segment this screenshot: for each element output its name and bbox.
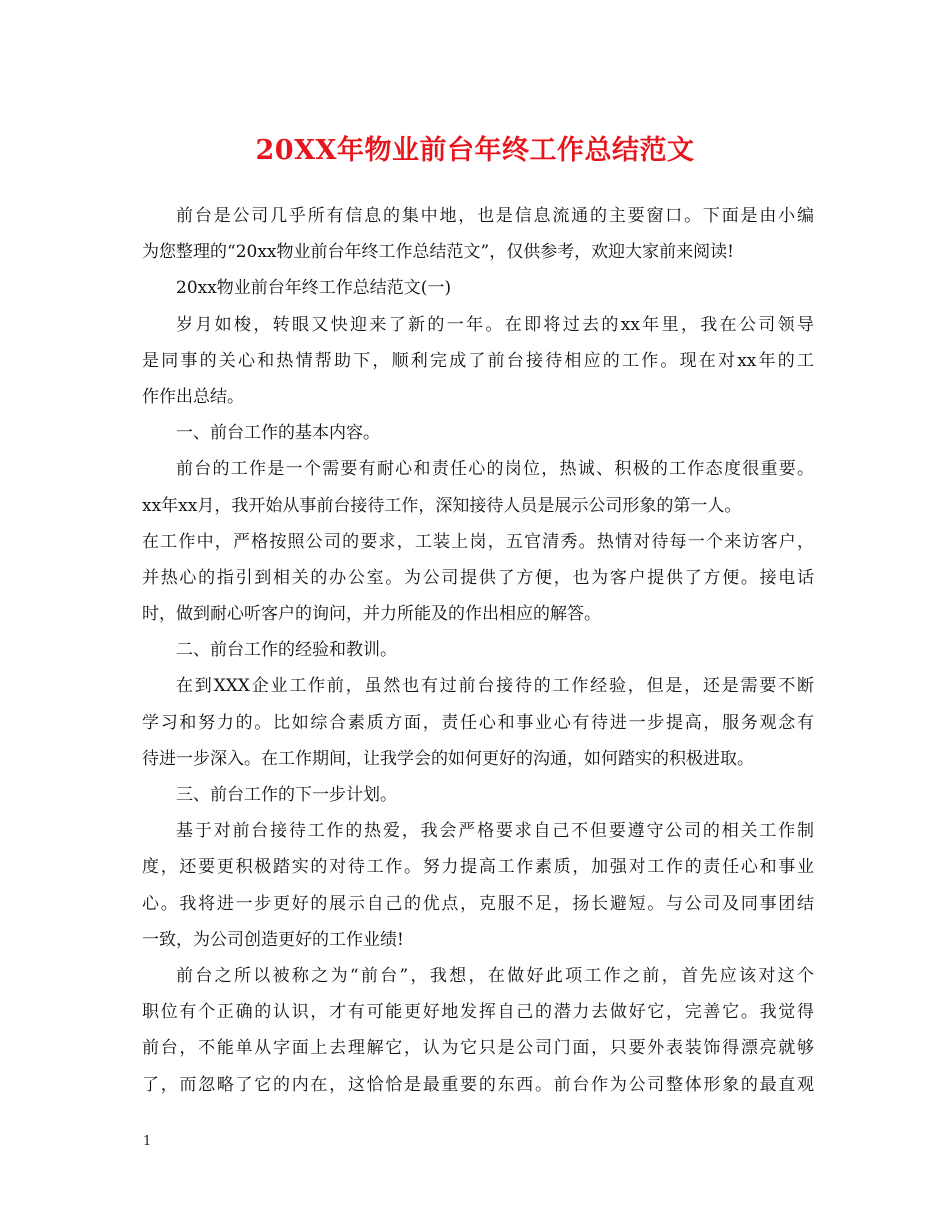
section-heading: 20xx物业前台年终工作总结范文(一) (176, 278, 452, 299)
paragraph-line: 时，做到耐心听客户的询问，并力所能及的作出相应的解答。 (142, 604, 601, 625)
paragraph-line: 了，而忽略了它的内在，这恰恰是最重要的东西。前台作为公司整体形象的最直观 (142, 1074, 814, 1095)
section-heading: 一、前台工作的基本内容。 (176, 423, 380, 444)
paragraph-line: 并热心的指引到相关的办公室。为公司提供了方便，也为客户提供了方便。接电话 (142, 567, 814, 588)
paragraph-line: 度，还要更积极踏实的对待工作。努力提高工作素质，加强对工作的责任心和事业 (142, 857, 814, 878)
document-title: 20XX年物业前台年终工作总结范文 (255, 135, 695, 166)
paragraph-line: 前台，不能单从字面上去理解它，认为它只是公司门面，只要外表装饰得漂亮就够 (142, 1038, 814, 1059)
paragraph-line: 一致，为公司创造更好的工作业绩! (142, 929, 404, 950)
paragraph-line: 为您整理的“20xx物业前台年终工作总结范文”，仅供参考，欢迎大家前来阅读! (142, 242, 735, 263)
paragraph-line: 待进一步深入。在工作期间，让我学会的如何更好的沟通，如何踏实的积极进取。 (142, 748, 754, 769)
paragraph-line: 在工作中，严格按照公司的要求，工装上岗，五官清秀。热情对待每一个来访客户， (142, 531, 814, 552)
paragraph-line: 在到XXX企业工作前，虽然也有过前台接待的工作经验，但是，还是需要不断 (176, 676, 814, 697)
page-number: 1 (143, 1134, 152, 1149)
paragraph-line: 前台之所以被称之为“前台”，我想，在做好此项工作之前，首先应该对这个 (176, 965, 814, 986)
document-body (142, 198, 814, 1103)
paragraph-line: 前台是公司几乎所有信息的集中地，也是信息流通的主要窗口。下面是由小编 (176, 206, 814, 226)
section-heading: 三、前台工作的下一步计划。 (176, 785, 397, 805)
paragraph-line: 学习和努力的。比如综合素质方面，责任心和事业心有待进一步提高，服务观念有 (142, 712, 814, 733)
paragraph-line: 基于对前台接待工作的热爱，我会严格要求自己不但要遵守公司的相关工作制 (176, 821, 814, 842)
paragraph-line: 心。我将进一步更好的展示自己的优点，克服不足，扬长避短。与公司及同事团结 (142, 893, 814, 914)
paragraph-line: 前台的工作是一个需要有耐心和责任心的岗位，热诚、积极的工作态度很重要。 (176, 459, 814, 480)
section-heading: 二、前台工作的经验和教训。 (176, 640, 397, 661)
paragraph-line: 岁月如梭，转眼又快迎来了新的一年。在即将过去的xx年里，我在公司领导 (176, 314, 814, 335)
paragraph-line: 职位有个正确的认识，才有可能更好地发挥自己的潜力去做好它，完善它。我觉得 (142, 1002, 814, 1023)
paragraph-line: xx年xx月，我开始从事前台接待工作，深知接待人员是展示公司形象的第一人。 (142, 495, 742, 516)
paragraph-line: 是同事的关心和热情帮助下，顺利完成了前台接待相应的工作。现在对xx年的工 (142, 350, 814, 371)
paragraph-line: 作作出总结。 (142, 386, 244, 407)
